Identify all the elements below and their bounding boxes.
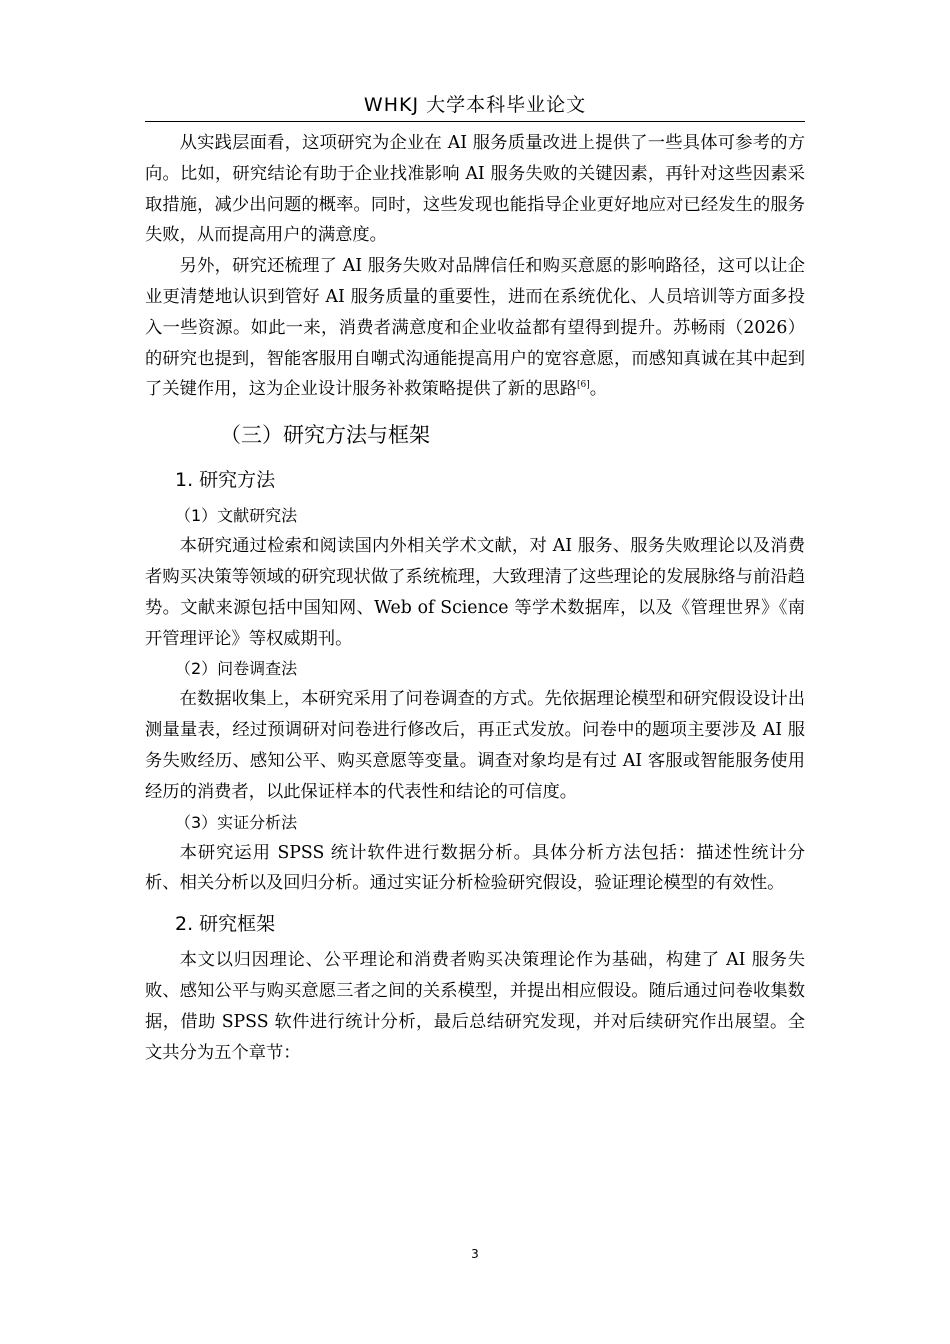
section-heading-methods-framework: （三）研究方法与框架: [220, 423, 430, 448]
subsubheading-empirical-analysis: （3）实证分析法: [175, 812, 298, 832]
document-body: [145, 128, 805, 1068]
paragraph-research-framework: 本文以归因理论、公平理论和消费者购买决策理论作为基础，构建了 AI 服务失败、感知公平与购买意愿三者之间的关系模型，并提出相应假设。随后通过问卷收集数据，借助 SPSS 软件进行统计分析，最后总结研究发现，并对后续研究作出展望。全文共分为五个章节：: [145, 950, 805, 1063]
paragraph-text: 另外，研究还梳理了 AI 服务失败对品牌信任和购买意愿的影响路径，这可以让企业更清楚地认识到管好 AI 服务质量的重要性，进而在系统优化、人员培训等方面多投入一些资源。如此一来，消费者满意度和企业收益都有望得到提升。苏畅雨（2026）的研究也提到，智能客服用自嘲式沟通能提高用户的宽容意愿，而感知真诚在其中起到了关键作用，这为企业设计服务补救策略提供了新的思路: [145, 256, 805, 400]
page-number: 3: [471, 1247, 479, 1261]
page-header-title: WHKJ 大学本科毕业论文: [363, 94, 587, 116]
paragraph-empirical-method: 本研究运用 SPSS 统计软件进行数据分析。具体分析方法包括：描述性统计分析、相关分析以及回归分析。通过实证分析检验研究假设，验证理论模型的有效性。: [145, 842, 805, 894]
subsubheading-literature-review: （1）文献研究法: [175, 506, 298, 526]
subheading-research-methods: 1. 研究方法: [175, 469, 276, 492]
citation-6: [6]: [577, 380, 590, 391]
paragraph-end: 。: [589, 379, 608, 400]
subheading-research-framework: 2. 研究框架: [175, 913, 276, 936]
paragraph-practical-significance: 从实践层面看，这项研究为企业在 AI 服务质量改进上提供了一些具体可参考的方向。比如，研究结论有助于企业找准影响 AI 服务失败的关键因素，再针对这些因素采取措施，减少出问题的概率。同时，这些发现也能指导企业更好地应对已经发生的服务失败，从而提高用户的满意度。: [145, 133, 805, 246]
header-divider: [145, 121, 805, 122]
paragraph-literature-method: 本研究通过检索和阅读国内外相关学术文献，对 AI 服务、服务失败理论以及消费者购买决策等领域的研究现状做了系统梳理，大致理清了这些理论的发展脉络与前沿趋势。文献来源包括中国知网、Web of Science 等学术数据库，以及《管理世界》《南开管理评论》等权威期刊。: [145, 536, 805, 649]
subsubheading-questionnaire: （2）问卷调查法: [175, 659, 298, 679]
paragraph-questionnaire-method: 在数据收集上，本研究采用了问卷调查的方式。先依据理论模型和研究假设设计出测量量表，经过预调研对问卷进行修改后，再正式发放。问卷中的题项主要涉及 AI 服务失败经历、感知公平、购买意愿等变量。调查对象均是有过 AI 客服或智能服务使用经历的消费者，以此保证样本的代表性和结论的可信度。: [145, 689, 805, 802]
paragraph-brand-trust: [145, 251, 805, 405]
